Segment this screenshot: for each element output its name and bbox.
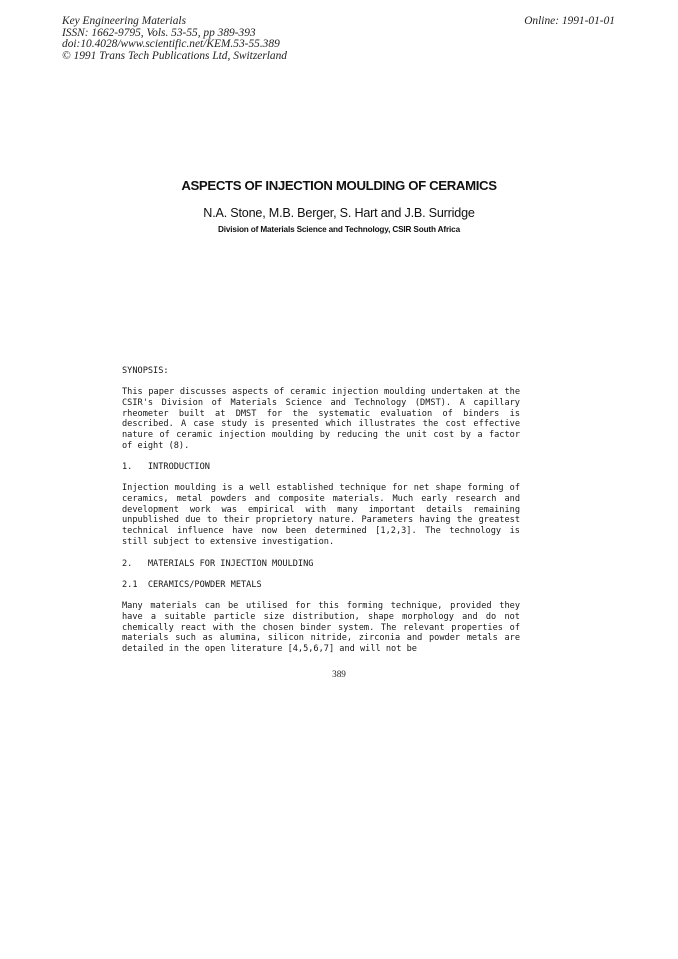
page-number: 389 [332,669,346,679]
introduction-paragraph: Injection moulding is a well established technique for net shape forming of ceramics, metal powders and composite materials. Much early research and development work was empirical with many important details remaining unpublished due to their proprietory nature. Parameters having the greatest technical influence have now been determined [1,2,3]. The technology is still subject to extensive investigation. [122,483,520,547]
journal-name: Key Engineering Materials [62,15,187,27]
journal-header [62,16,287,62]
ceramics-subheading: 2.1 CERAMICS/POWDER METALS [122,580,262,590]
doi-line: doi:10.4028/www.scientific.net/KEM.53-55.389 [62,38,280,51]
introduction-heading: 1. INTRODUCTION [122,462,210,472]
author-affiliation: Division of Materials Science and Technology, CSIR South Africa [218,225,460,234]
introduction-paragraph-block [122,483,520,548]
paper-title: ASPECTS OF INJECTION MOULDING OF CERAMICS [181,178,497,193]
ceramics-heading-block [122,580,520,591]
ceramics-paragraph-block [122,601,520,655]
issn-line: ISSN: 1662-9795, Vols. 53-55, pp 389-393 [62,26,256,39]
synopsis-block [122,366,520,377]
synopsis-paragraph: This paper discusses aspects of ceramic injection moulding undertaken at the CSIR's Division of Materials Science and Technology (DMST). A capillary rheometer built at DMST for the systematic evaluation of binders is described. A case study is presented which illustrates the cost effective nature of ceramic injection moulding by reducing the unit cost by a factor of eight (8). [122,387,520,451]
copyright-line: © 1991 Trans Tech Publications Ltd, Switzerland [62,49,287,62]
synopsis-paragraph-block [122,387,520,452]
introduction-heading-block [122,462,520,473]
online-date: Online: 1991-01-01 [524,15,615,27]
materials-heading-block [122,559,520,570]
synopsis-heading: SYNOPSIS: [122,366,169,376]
materials-heading: 2. MATERIALS FOR INJECTION MOULDING [122,559,314,569]
ceramics-paragraph: Many materials can be utilised for this forming technique, provided they have a suitable particle size distribution, shape morphology and do not chemically react with the chosen binder system. The relevant properties of materials such as alumina, silicon nitride, zirconia and powder metals are detailed in the open literature [4,5,6,7] and will not be [122,601,520,655]
author-list: N.A. Stone, M.B. Berger, S. Hart and J.B. Surridge [203,206,475,220]
